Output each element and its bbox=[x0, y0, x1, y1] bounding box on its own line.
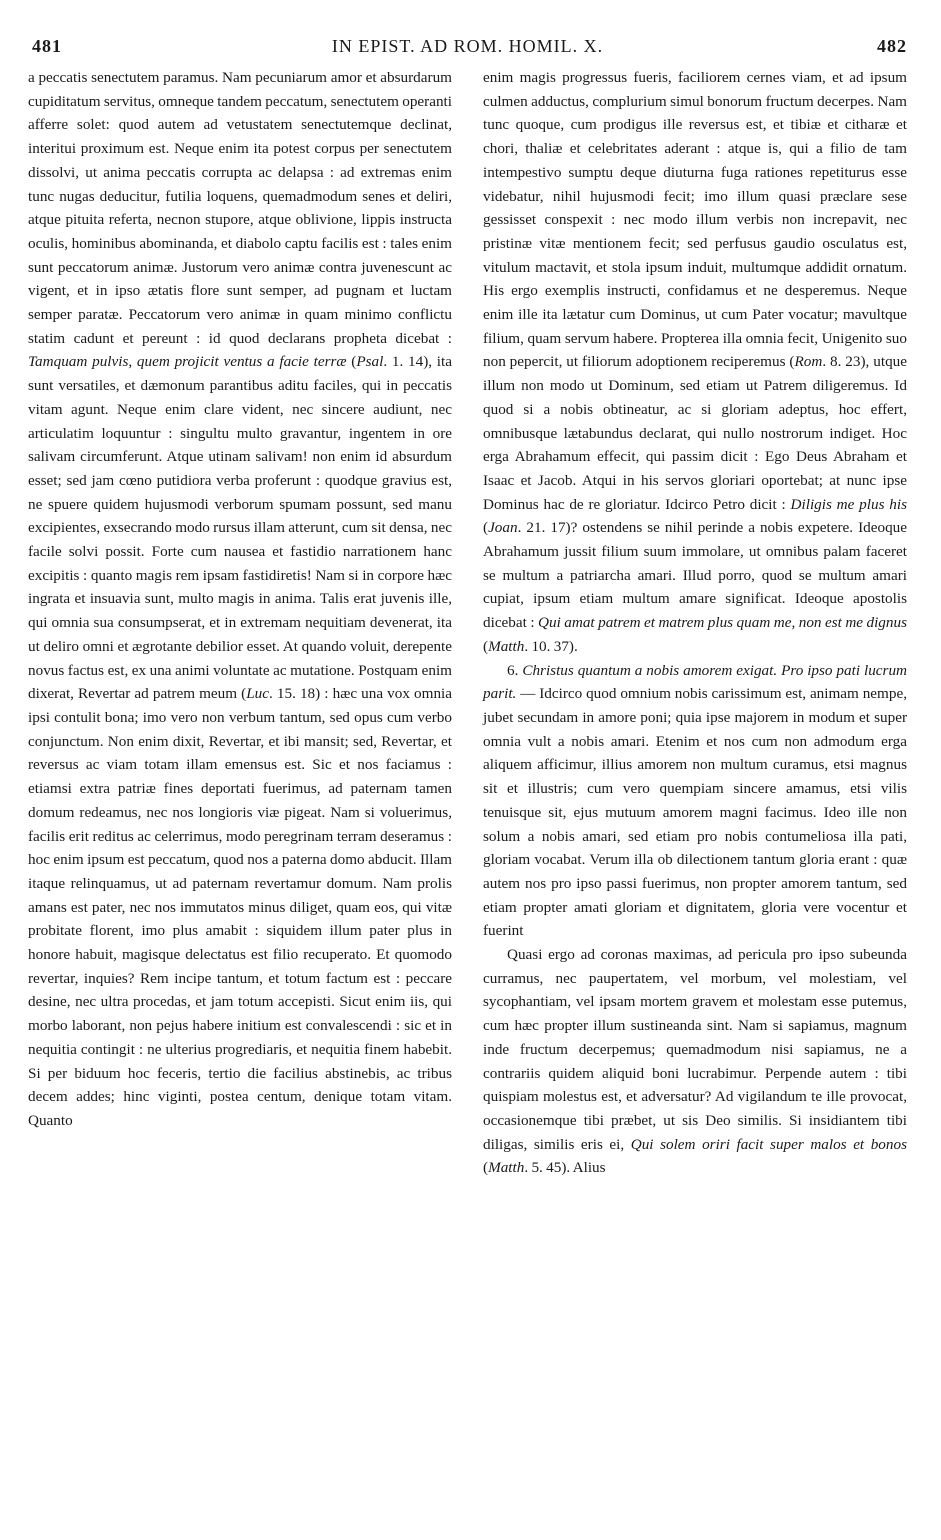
citation-book: Rom bbox=[794, 353, 823, 371]
text-run: . 10. 37). bbox=[524, 637, 578, 655]
right-paragraph-1 bbox=[483, 66, 907, 659]
citation-book: Matth bbox=[488, 637, 525, 655]
text-run: . 8. 23), utque illum non modo ut Dominum, sed etiam ut Patrem diligeremus. Id quod si a nobis obtineatur, ac si gloriam adeptus, hoc effert, omnibusque lætabundus declarat, qui nullo nostrorum indiget. Hoc erga Abrahamum effecit, qui passim dicit : Ego Deus Abraham et Isaac et Jacob. Atqui in his servos gloriari oportebat; at nunc ipse Dominus hac de re gloriatur. Idcirco Petro dicit : bbox=[483, 353, 907, 513]
text-run: . 5. 45). Alius bbox=[524, 1159, 606, 1177]
citation-book: Joan bbox=[488, 519, 518, 537]
running-header bbox=[20, 30, 915, 58]
text-run: ( bbox=[483, 637, 489, 655]
page-number-right: 482 bbox=[877, 36, 907, 56]
text-run: — Idcirco quod omnium nobis carissimum est, animam nempe, jubet secundam in amore poni; quia ipse majorem in modum et super omnia vult a nobis amari. Etenim et nos cum non admodum erga aliquem afficimur, illius amorem non multum curamus, etsi magnus sit et illustris; cum vero quempiam sincere amamus, etsi vilis tenuisque sit, ejus mutuum amorem magni facimus. Ideo ille non solum a nobis amari, sed etiam pro nobis contumeliosa illa pati, gloriam vocabat. Verum illa ob dilectionem tantum gloria erant : quæ autem nos pro ipso passi fuerimus, non propter amorem tantum, sed etiam propter amati gloriam et dignitatem, gloria vere vocentur et fuerint bbox=[483, 685, 907, 940]
left-paragraph-1 bbox=[28, 66, 452, 1133]
quotation-italic: Tamquam pulvis, quem projicit ventus a facie terræ bbox=[28, 353, 347, 371]
right-column bbox=[483, 66, 907, 1180]
right-paragraph-2 bbox=[483, 659, 907, 943]
text-run: ( bbox=[346, 353, 357, 371]
text-run: ( bbox=[483, 1159, 489, 1177]
quotation-italic: Qui amat patrem et matrem plus quam me, non est me dignus bbox=[538, 614, 907, 632]
page-number-left: 481 bbox=[32, 36, 62, 56]
citation-book: Psal bbox=[356, 353, 384, 371]
quotation-italic: Qui solem oriri facit super malos et bonos bbox=[630, 1135, 907, 1153]
left-column bbox=[28, 66, 452, 1133]
section-number: 6. bbox=[507, 661, 523, 679]
text-run: . 1. 14), ita sunt versatiles, et dæmonum parantibus aditu faciles, qui in peccatis vitam agunt. Neque enim clare vident, nec sincere audiunt, nec articulatim loquuntur : singultu multo gravantur, ingentem in ore salivam circumferunt. Atque utinam salivam! non enim id absurdum esset; sed jam cœno putidiora verba proferunt : quodque gravius est, ne spuere quidem hujusmodi verborum spumam possunt, sed manu excipientes, exsecrando modo rursus illam atterunt, cum sit densa, nec facile solvi possit. Forte cum nausea et fastidio narrationem hanc excipitis : quanto magis rem ipsam fastidiretis! Nam si in corpore hæc ingrata et insuavia sunt, multo magis in anima. Talis erat juvenis ille, qui omnia sua consumpserat, et in extremam nequitiam devenerat, ita ut deliro omni et ægrotante debilior esset. At quando voluit, derepente novus factus est, ex una animi voluntate ac mutatione. Postquam enim dixerat, Revertar ad patrem meum ( bbox=[28, 353, 452, 703]
section-heading: Christus quantum a nobis amorem exigat. Pro ipso pati lucrum parit. bbox=[483, 661, 908, 703]
text-run: enim magis progressus fueris, faciliorem cernes viam, et ad ipsum culmen adductus, complurium simul bonorum fructum decerpes. Nam tunc quoque, cum prodigus ille reversus est, et tibiæ et citharæ et chori, thaliæ et celebritates aderant : atque is, qui a filio de tam intempestivo sumptu deque diuturna fuga rationes repetiturus esse videbatur, nihil hujusmodi fecit; imo illum quasi præclare sese gessisset conspexit : nec modo illum verbis non increpavit, nec pristinæ vitæ mentionem fecit; sed perfusus gaudio osculatus est, vitulum mactavit, et stola ipsum induit, multumque addidit ornatum. His ergo exemplis instructi, confidamus et ne desperemus. Neque enim ille ita lætatur cum Dominus, ut cum Pater vocatur; mavultque filium, quam servum habere. Propterea illa omnia fecit, Unigenito suo non pepercit, ut filiorum adoptionem reciperemus ( bbox=[483, 69, 907, 371]
running-title: IN EPIST. AD ROM. HOMIL. X. bbox=[331, 36, 604, 56]
citation-book: Matth bbox=[488, 1159, 525, 1177]
text-run: Quasi ergo ad coronas maximas, ad pericula pro ipso subeunda curramus, nec paupertatem, vel morbum, vel molestiam, vel sycophantiam, vel ipsam mortem gravem et molestam esse putemus, cum hæc propter illum sustineanda sint. Nam si sapiamus, magnum inde fructum decerpemus; quemadmodum nisi sapiamus, ne a contrariis quidem aliquid boni lucrabimur. Perpende autem : tibi quispiam molestus est, et adversatur? Ad vigilandum te ille provocat, occasionemque tibi præbet, ut sis Deo similis. Si insidiantem tibi diligas, similis eris ei, bbox=[483, 946, 907, 1153]
text-run: ( bbox=[483, 519, 489, 537]
text-run: . 21. 17)? ostendens se nihil perinde a nobis expetere. Ideoque Abrahamum jussit filium suum immolare, ut omnibus palam faceret se multum a patriarcha amari. Illud porro, quod se multum amari cupiat, ipsum etiam multum amare significat. Ideoque apostolis dicebat : bbox=[483, 519, 907, 632]
citation-book: Luc bbox=[246, 685, 269, 703]
text-run: . 15. 18) : hæc una vox omnia ipsi contulit bona; imo vero non verbum tantum, sed opus cum verbo conjunctum. Non enim dixit, Revertar, et ibi mansit; sed, Revertar, et reversus ac viam totam illam emensus est. Sic et nos faciamus : etiamsi extra patriæ fines deportati fuerimus, ad paternam tamen domum redeamus, nec nos longioris viæ pigeat. Nam si voluerimus, facilis erit reditus ac celerrimus, modo peregrinam terram deseramus : hoc enim ipsum est peccatum, quod nos a paterna domo abducit. Illam itaque relinquamus, ut ad paternam revertamur domum. Nam prolis amans est pater, nec nos immutatos minus diliget, quam eos, qui vitæ probitate florent, imo plus amabit : siquidem illum pater plus in honore habuit, magisque delectatus est filio recuperato. Et quomodo revertar, inquies? Rem incipe tantum, et totum factum est : peccare desine, nec ultra procedas, et jam totum accepisti. Sicut enim iis, qui morbo laborant, non pejus habere initium est convalescendi : sic et in nequitia contingit : ne ulterius progrediaris, et nequitia finem habebit. Si per biduum hoc feceris, tertio die facilius abstinebis, ac tribus decem addes; hinc viginti, postea centum, denique totam vitam. Quanto bbox=[28, 685, 453, 1129]
quotation-italic: Diligis me plus his bbox=[790, 495, 907, 513]
text-run: a peccatis senectutem paramus. Nam pecuniarum amor et absurdarum cupiditatum servitus, omneque tandem peccatum, senectutem operanti afferre solet: quod autem ad vetustatem senectutemque declinat, interitui proximum est. Neque enim ita potest corpus per senectutem dissolvi, ut anima peccatis corrupta ac delapsa : ad extremas enim tunc nugas deducitur, futilia loquens, quemadmodum senes et deliri, atque pituita referta, necnon stupore, atque oblivione, lippis instructa oculis, hominibus abominanda, et diabolo captu facilis est : tales enim sunt peccatorum animæ. Justorum vero animæ contra juvenescunt ac vigent, et in ipso ætatis flore sunt semper, ad pugnam et luctam semper paratæ. Peccatorum vero animæ in quam minimo conflictu statim cadunt et pereunt : id quod declarans propheta dicebat : bbox=[28, 69, 452, 347]
right-paragraph-3 bbox=[483, 943, 907, 1180]
